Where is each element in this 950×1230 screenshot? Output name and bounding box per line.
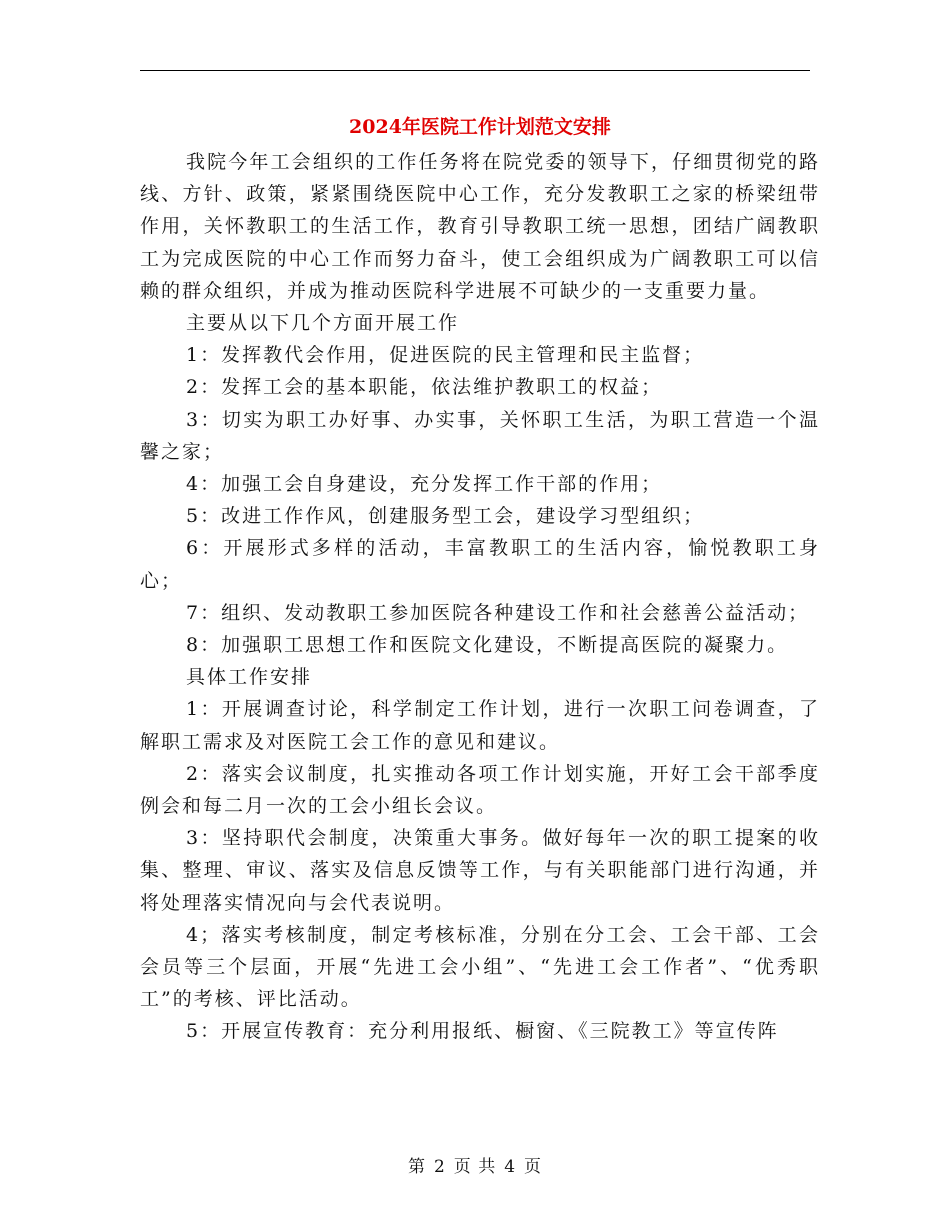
paragraph: 7：组织、发动教职工参加医院各种建设工作和社会慈善公益活动； [186, 601, 810, 624]
footer-mid: 页 共 [453, 1157, 497, 1177]
paragraph: 5：改进工作作风，创建服务型工会，建设学习型组织； [186, 505, 705, 528]
paragraph: 3：切实为职工办好事、办实事，关怀职工生活，为职工营造一个温馨之家； [140, 408, 820, 463]
paragraph: 1：开展调查讨论，科学制定工作计划，进行一次职工问卷调查，了解职工需求及对医院工会工作的意见和建议。 [140, 698, 820, 753]
header-rule [140, 70, 810, 71]
document-title: 2024年医院工作计划范文安排 [349, 116, 611, 138]
paragraph: 1：发挥教代会作用，促进医院的民主管理和民主监督； [186, 344, 705, 367]
paragraph: 6：开展形式多样的活动，丰富教职工的生活内容，愉悦教职工身心； [140, 537, 820, 592]
page-footer [0, 1152, 950, 1177]
footer-suffix: 页 [524, 1157, 543, 1177]
paragraph: 具体工作安排 [186, 666, 313, 689]
footer-total-pages: 4 [504, 1157, 517, 1177]
footer-prefix: 第 [407, 1157, 426, 1177]
paragraph: 3：坚持职代会制度，决策重大事务。做好每年一次的职工提案的收集、整理、审议、落实及信息反馈等工作，与有关职能部门进行沟通，并将处理落实情况向与会代表说明。 [140, 827, 820, 914]
document-body [140, 108, 820, 1048]
paragraph: 2：落实会议制度，扎实推动各项工作计划实施，开好工会干部季度例会和每二月一次的工会小组长会议。 [140, 762, 820, 818]
paragraph: 4：加强工会自身建设，充分发挥工作干部的作用； [186, 473, 663, 496]
paragraph: 2：发挥工会的基本职能，依法维护教职工的权益； [186, 376, 663, 399]
paragraph: 主要从以下几个方面开展工作 [186, 312, 460, 335]
paragraph: 5：开展宣传教育：充分利用报纸、橱窗、《三院教工》等宣传阵 [186, 1020, 779, 1043]
paragraph: 8：加强职工思想工作和医院文化建设，不断提高医院的凝聚力。 [186, 634, 789, 657]
footer-current-page: 2 [433, 1157, 446, 1177]
paragraph: 我院今年工会组织的工作任务将在院党委的领导下，仔细贯彻党的路线、方针、政策，紧紧围绕医院中心工作，充分发教职工之家的桥梁纽带作用，关怀教职工的生活工作，教育引导教职工统一思想，团结广阔教职工为完成医院的中心工作而努力奋斗，使工会组织成为广阔教职工可以信赖的群众组织，并成为推动医院科学进展不可缺少的一支重要力量。 [140, 151, 820, 302]
paragraph: 4；落实考核制度，制定考核标准，分别在分工会、工会干部、工会会员等三个层面，开展“先进工会小组”、“先进工会工作者”、“优秀职工”的考核、评比活动。 [140, 923, 820, 1011]
